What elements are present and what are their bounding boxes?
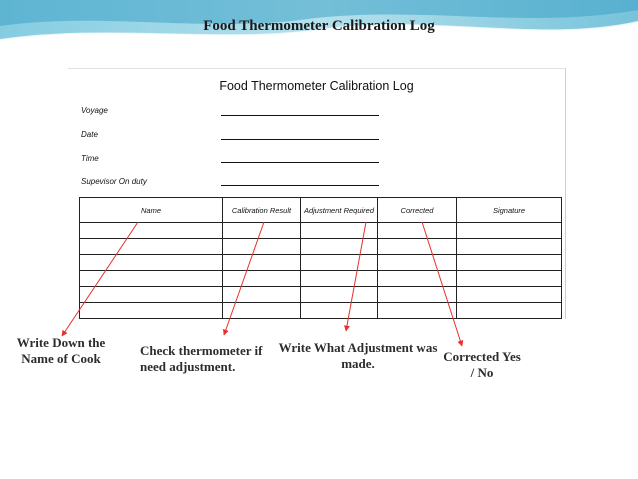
voyage-label: Voyage <box>81 106 108 115</box>
annotation-check-thermometer: Check thermometer if need adjustment. <box>140 343 263 374</box>
column-header-corrected: Corrected <box>378 198 457 223</box>
column-header-name: Name <box>80 198 223 223</box>
arrow-to-adjustment-column <box>346 222 366 331</box>
annotation-adjustment-made: Write What Adjustment was made. <box>278 340 438 371</box>
column-header-signature: Signature <box>457 198 562 223</box>
arrow-to-corrected-column <box>422 222 462 346</box>
slide-title: Food Thermometer Calibration Log <box>203 18 435 34</box>
arrow-to-name-column <box>62 222 138 336</box>
annotation-corrected-yes-no: Corrected Yes / No <box>443 349 521 380</box>
arrow-to-calibration-column <box>224 222 264 335</box>
supervisor-label: Supevisor On duty <box>81 177 147 186</box>
date-label: Date <box>81 130 98 139</box>
column-header-adjustment-required: Adjustment Required <box>301 198 378 223</box>
form-title: Food Thermometer Calibration Log <box>219 79 414 93</box>
time-label: Time <box>81 154 99 163</box>
annotation-name-of-cook: Write Down the Name of Cook <box>16 335 106 366</box>
column-header-calibration-result: Calibration Result <box>223 198 301 223</box>
